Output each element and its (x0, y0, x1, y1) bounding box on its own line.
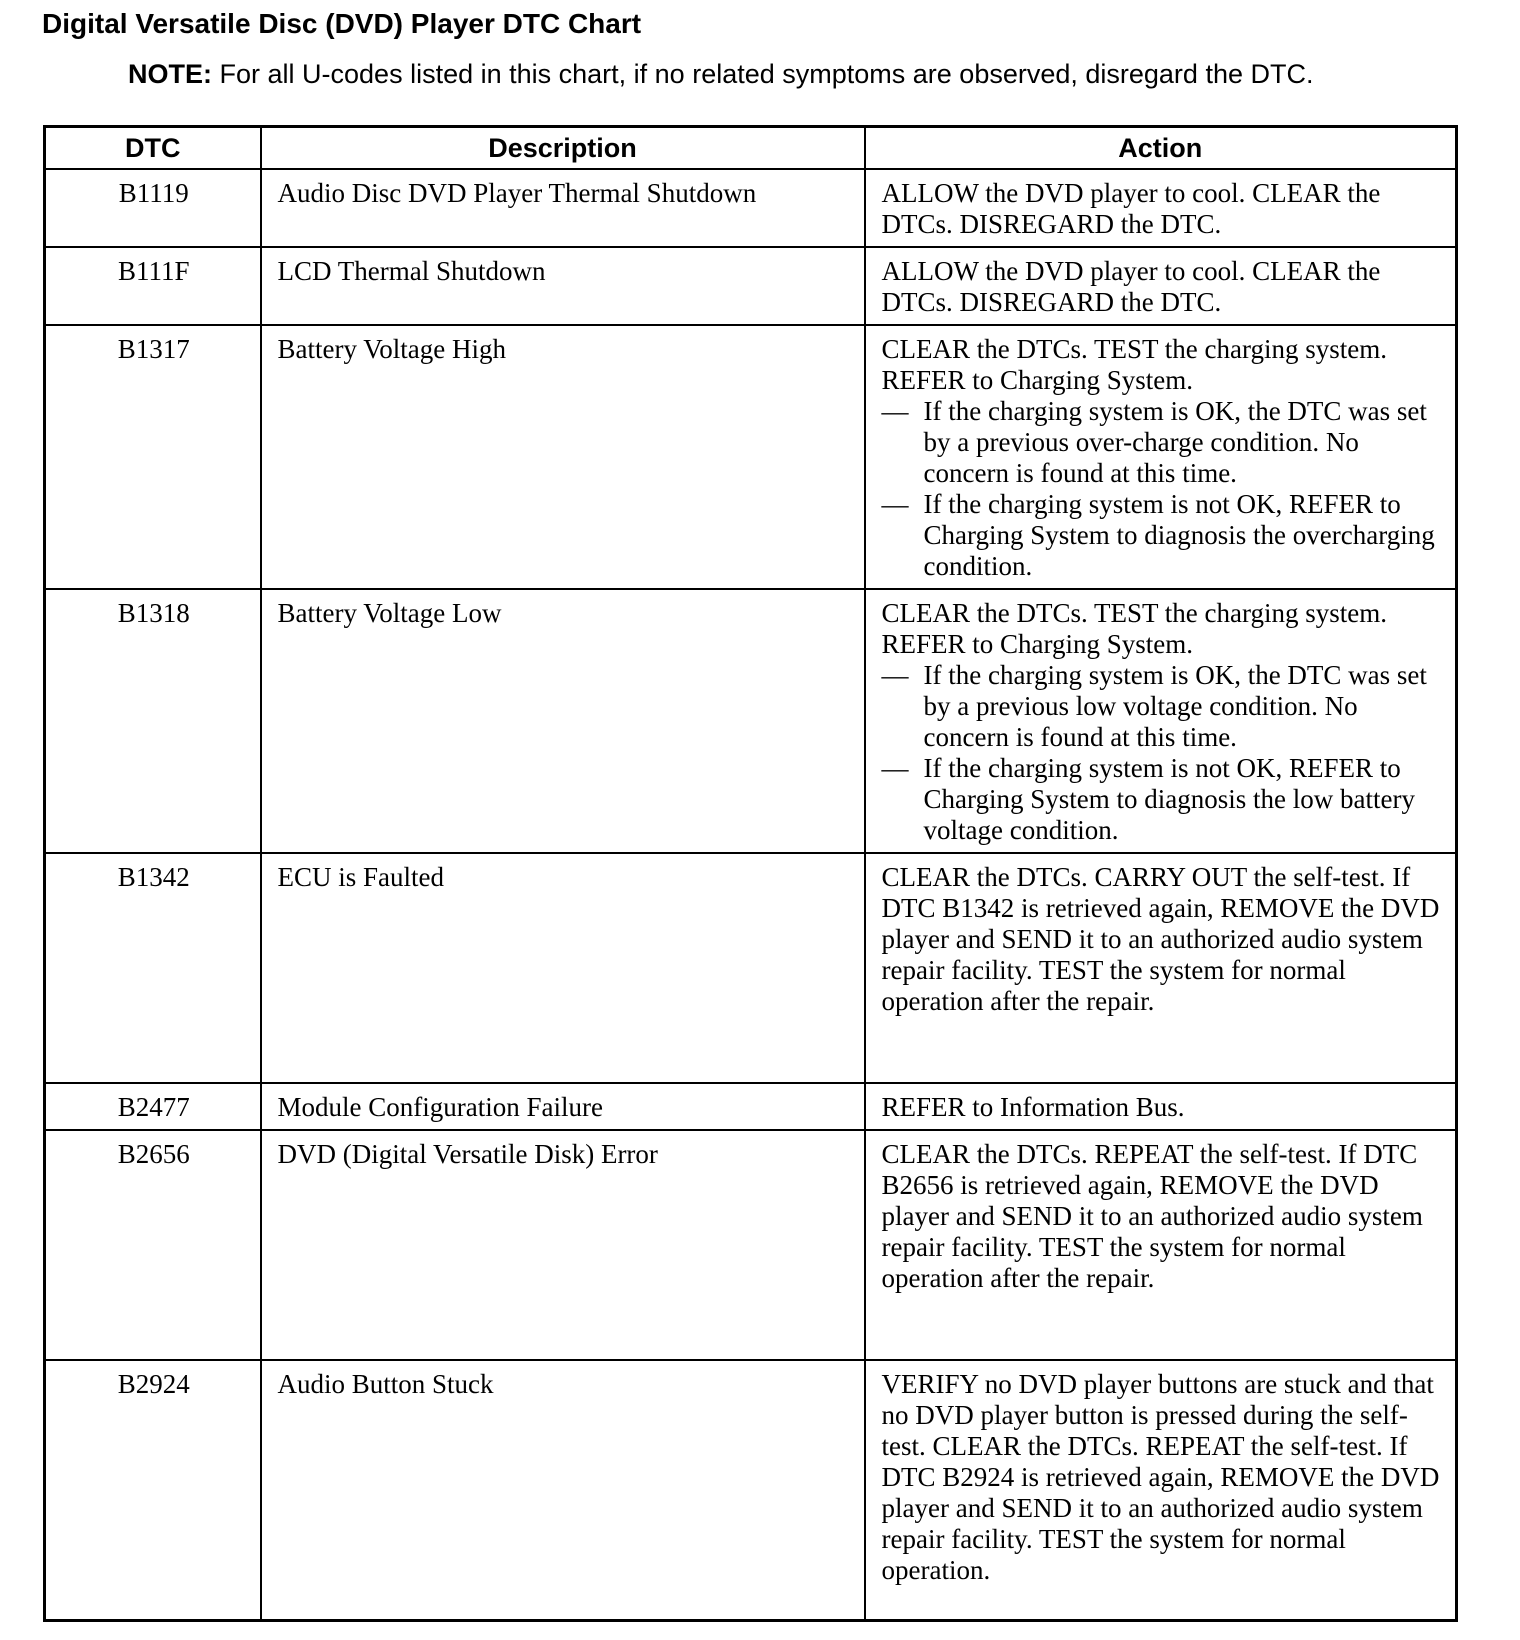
dtc-action: CLEAR the DTCs. REPEAT the self-test. If DTC B2656 is retrieved again, REMOVE the DVD player and SEND it to an authorized audio system repair facility. TEST the system for normal operation after the repair. (865, 1130, 1457, 1360)
dash-bullet: — (881, 753, 909, 783)
dtc-action (865, 589, 1457, 853)
action-subitem-text: If the charging system is OK, the DTC was set by a previous low voltage condition. No concern is found at this time. (923, 660, 1427, 752)
dtc-code: B1318 (45, 589, 261, 853)
dtc-code: B1342 (45, 853, 261, 1083)
dtc-action: CLEAR the DTCs. CARRY OUT the self-test. If DTC B1342 is retrieved again, REMOVE the DVD player and SEND it to an authorized audio system repair facility. TEST the system for normal operation after the repair. (865, 853, 1457, 1083)
note (128, 60, 1378, 89)
dtc-action (865, 325, 1457, 589)
dtc-code: B2477 (45, 1083, 261, 1130)
action-subitem (882, 660, 1442, 753)
dtc-action: ALLOW the DVD player to cool. CLEAR the DTCs. DISREGARD the DTC. (865, 247, 1457, 325)
dtc-code: B111F (45, 247, 261, 325)
header-action: Action (865, 127, 1457, 170)
dtc-description: Audio Button Stuck (261, 1360, 865, 1620)
dtc-description: Audio Disc DVD Player Thermal Shutdown (261, 169, 865, 247)
table-row (45, 589, 1457, 853)
table-row (45, 1130, 1457, 1360)
dtc-code: B2924 (45, 1360, 261, 1620)
dash-bullet: — (881, 489, 909, 519)
table-row (45, 1083, 1457, 1130)
action-subitem (882, 489, 1442, 582)
header-description: Description (261, 127, 865, 170)
action-text: CLEAR the DTCs. TEST the charging system. REFER to Charging System. (881, 334, 1387, 395)
action-subitem (882, 396, 1442, 489)
action-subitem-text: If the charging system is not OK, REFER to Charging System to diagnosis the low battery voltage condition. (923, 753, 1415, 845)
page-title: Digital Versatile Disc (DVD) Player DTC Chart (42, 8, 642, 39)
note-text: For all U-codes listed in this chart, if no related symptoms are observed, disregard the DTC. (219, 59, 1314, 89)
dtc-table (43, 125, 1458, 1622)
dtc-action: REFER to Information Bus. (865, 1083, 1457, 1130)
dash-bullet: — (881, 396, 909, 426)
table-row (45, 1360, 1457, 1620)
table-row (45, 325, 1457, 589)
dtc-description: Battery Voltage Low (261, 589, 865, 853)
dtc-code: B1317 (45, 325, 261, 589)
action-subitem (882, 753, 1442, 846)
action-subitem-text: If the charging system is not OK, REFER to Charging System to diagnosis the overcharging condition. (923, 489, 1435, 581)
action-text: CLEAR the DTCs. TEST the charging system. REFER to Charging System. (881, 598, 1387, 659)
dtc-code: B1119 (45, 169, 261, 247)
dtc-description: Battery Voltage High (261, 325, 865, 589)
table-row (45, 247, 1457, 325)
table-header-row (45, 127, 1457, 170)
dtc-action: ALLOW the DVD player to cool. CLEAR the DTCs. DISREGARD the DTC. (865, 169, 1457, 247)
dtc-description: LCD Thermal Shutdown (261, 247, 865, 325)
header-dtc: DTC (45, 127, 261, 170)
dtc-description: DVD (Digital Versatile Disk) Error (261, 1130, 865, 1360)
table-row (45, 853, 1457, 1083)
dtc-description: Module Configuration Failure (261, 1083, 865, 1130)
table-row (45, 169, 1457, 247)
note-label: NOTE: (128, 59, 212, 89)
action-subitem-text: If the charging system is OK, the DTC was set by a previous over-charge condition. No concern is found at this time. (923, 396, 1427, 488)
dtc-action: VERIFY no DVD player buttons are stuck and that no DVD player button is pressed during the self-test. CLEAR the DTCs. REPEAT the self-test. If DTC B2924 is retrieved again, REMOVE the DVD player and SEND it to an authorized audio system repair facility. TEST the system for normal operation. (865, 1360, 1457, 1620)
dash-bullet: — (881, 660, 909, 690)
dtc-code: B2656 (45, 1130, 261, 1360)
dtc-description: ECU is Faulted (261, 853, 865, 1083)
